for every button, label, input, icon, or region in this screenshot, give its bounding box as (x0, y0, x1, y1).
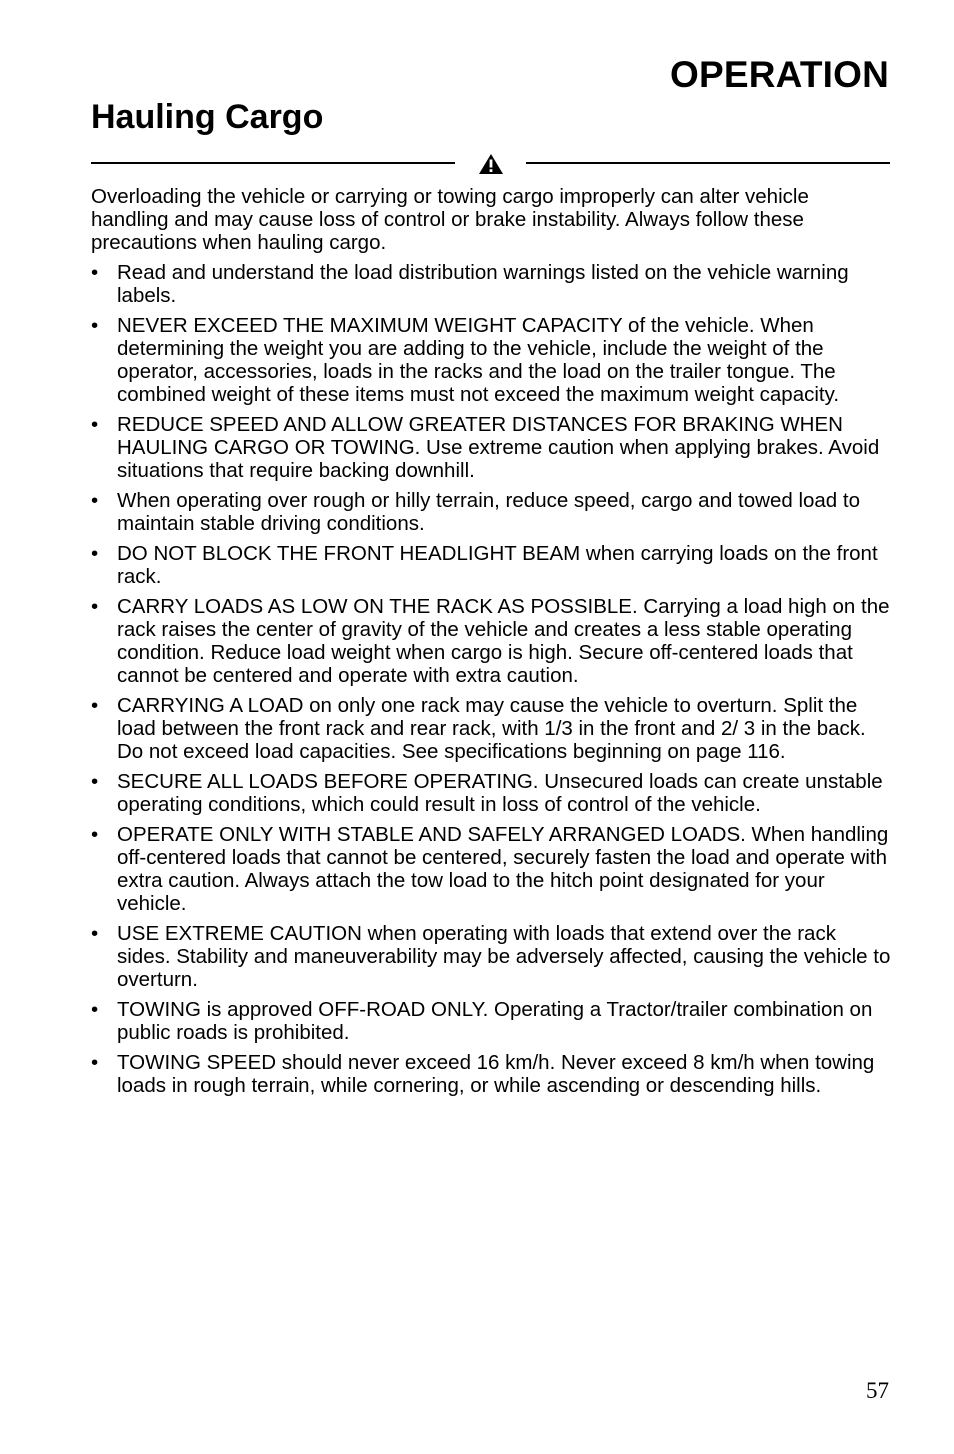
list-item (91, 922, 891, 991)
list-item-text: OPERATE ONLY WITH STABLE AND SAFELY ARRANGED LOADS. When handling off-centered loads that cannot be centered, securely fasten the load and operate with extra caution. Always attach the tow load to the hitch point designated for your vehicle. (117, 823, 889, 915)
warning-content (91, 185, 891, 1104)
bullet-marker: • (91, 823, 99, 846)
list-item (91, 261, 891, 307)
bullet-marker: • (91, 595, 99, 618)
warning-rule-left (91, 162, 455, 164)
bullet-marker: • (91, 542, 99, 565)
list-item-text: DO NOT BLOCK THE FRONT HEADLIGHT BEAM when carrying loads on the front rack. (117, 542, 878, 588)
list-item-text: NEVER EXCEED THE MAXIMUM WEIGHT CAPACITY of the vehicle. When determining the weight you are adding to the vehicle, include the weight of the operator, accessories, loads in the racks and the load on the trailer tongue. The combined weight of these items must not exceed the maximum weight capacity. (117, 314, 840, 406)
bullet-marker: • (91, 998, 99, 1021)
list-item (91, 413, 891, 482)
list-item (91, 314, 891, 406)
list-item-text: CARRY LOADS AS LOW ON THE RACK AS POSSIBLE. Carrying a load high on the rack raises the center of gravity of the vehicle and creates a less stable operating condition. Reduce load weight when cargo is high. Secure off-centered loads that cannot be centered and operate with extra caution. (117, 595, 890, 687)
warning-rule-right (526, 162, 890, 164)
precautions-list (91, 261, 891, 1097)
bullet-marker: • (91, 694, 99, 717)
list-item (91, 1051, 891, 1097)
bullet-marker: • (91, 770, 99, 793)
bullet-marker: • (91, 922, 99, 945)
list-item-text: SECURE ALL LOADS BEFORE OPERATING. Unsecured loads can create unstable operating conditions, which could result in loss of control of the vehicle. (117, 770, 883, 816)
list-item-text: When operating over rough or hilly terrain, reduce speed, cargo and towed load to maintain stable driving conditions. (117, 489, 861, 535)
list-item (91, 595, 891, 687)
list-item (91, 542, 891, 588)
section-title: OPERATION (669, 54, 889, 95)
bullet-marker: • (91, 261, 99, 284)
list-item (91, 998, 891, 1044)
bullet-marker: • (91, 314, 99, 337)
warning-intro: Overloading the vehicle or carrying or towing cargo improperly can alter vehicle handling and may cause loss of control or brake instability. Always follow these precautions when hauling cargo. (91, 185, 809, 254)
page-number: 57 (866, 1378, 889, 1403)
bullet-marker: • (91, 413, 99, 436)
list-item-text: CARRYING A LOAD on only one rack may cause the vehicle to overturn. Split the load between the front rack and rear rack, with 1/3 in the front and 2/ 3 in the back. Do not exceed load capacities. See specifications beginning on page 116. (117, 694, 866, 763)
list-item-text: TOWING SPEED should never exceed 16 km/h. Never exceed 8 km/h when towing loads in rough terrain, while cornering, or while ascending or descending hills. (117, 1051, 875, 1097)
list-item-text: USE EXTREME CAUTION when operating with loads that extend over the rack sides. Stability and maneuverability may be adversely affected, causing the vehicle to overturn. (117, 922, 891, 991)
list-item-text: Read and understand the load distribution warnings listed on the vehicle warning labels. (117, 261, 849, 307)
list-item (91, 823, 891, 915)
bullet-marker: • (91, 1051, 99, 1074)
list-item-text: REDUCE SPEED AND ALLOW GREATER DISTANCES FOR BRAKING WHEN HAULING CARGO OR TOWING. Use extreme caution when applying brakes. Avoid situations that require backing downhill. (117, 413, 880, 482)
list-item (91, 694, 891, 763)
bullet-marker: • (91, 489, 99, 512)
list-item (91, 770, 891, 816)
page-heading: Hauling Cargo (91, 98, 324, 136)
list-item-text: TOWING is approved OFF-ROAD ONLY. Operating a Tractor/trailer combination on public roads is prohibited. (117, 998, 873, 1044)
warning-triangle-icon (478, 153, 504, 175)
list-item (91, 489, 891, 535)
